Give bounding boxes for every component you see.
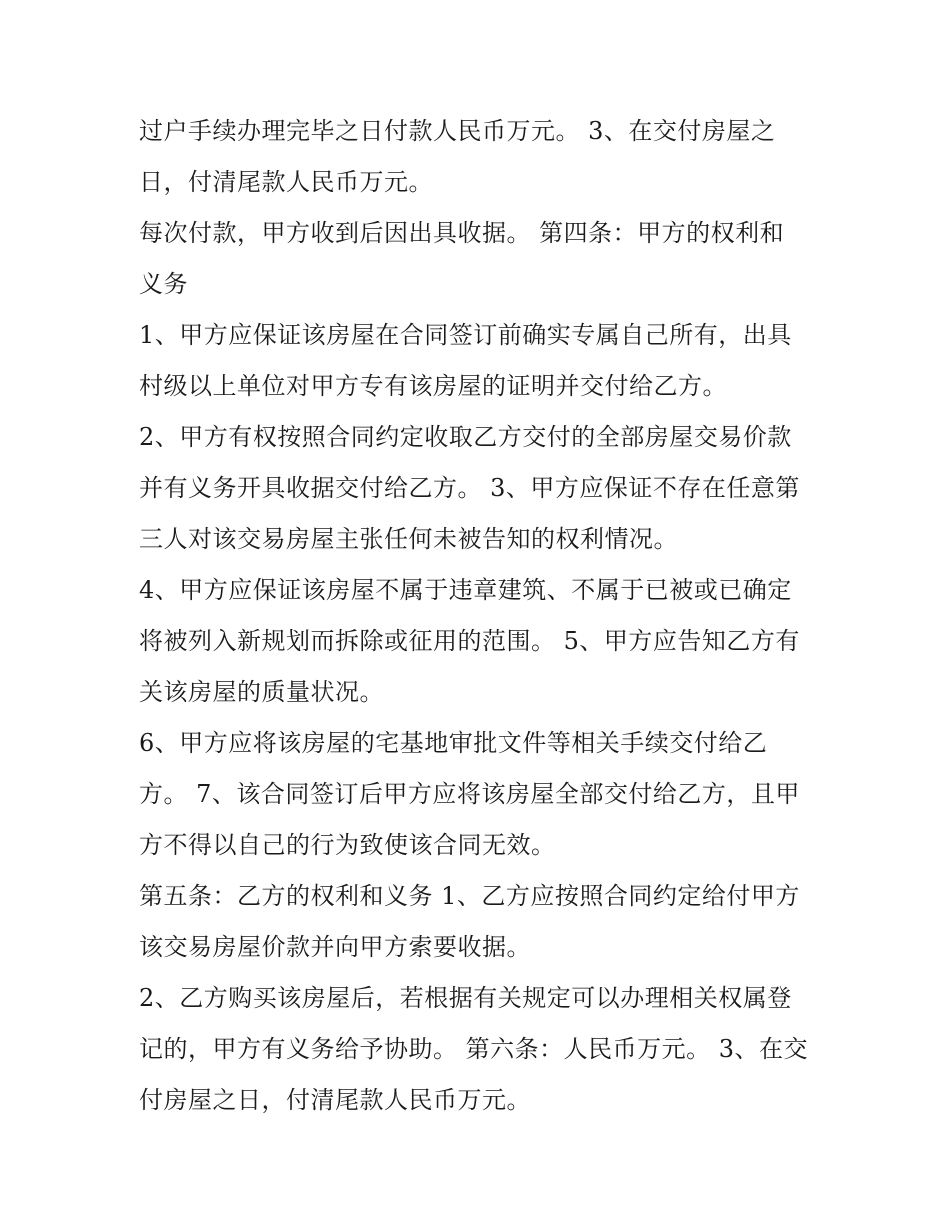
text-line: 将被列入新规划而拆除或征用的范围。 5、甲方应告知乙方有 <box>139 627 800 655</box>
contract-text <box>139 106 829 1126</box>
text-line: 2、乙方购买该房屋后，若根据有关规定可以办理相关权属登 <box>139 984 792 1012</box>
text-line: 三人对该交易房屋主张任何未被告知的权利情况。 <box>139 525 678 553</box>
text-line: 方不得以自己的行为致使该合同无效。 <box>139 831 556 859</box>
text-line: 2、甲方有权按照合同约定收取乙方交付的全部房屋交易价款 <box>139 423 792 451</box>
text-line: 该交易房屋价款并向甲方索要收据。 <box>139 933 531 961</box>
text-line: 义务 <box>139 270 188 298</box>
text-line: 关该房屋的质量状况。 <box>139 678 384 706</box>
text-line: 日，付清尾款人民币万元。 <box>139 168 433 196</box>
text-line: 过户手续办理完毕之日付款人民币万元。 3、在交付房屋之 <box>139 117 776 145</box>
text-line: 6、甲方应将该房屋的宅基地审批文件等相关手续交付给乙 <box>139 729 768 757</box>
text-line: 方。 7、该合同签订后甲方应将该房屋全部交付给乙方，且甲 <box>139 780 800 808</box>
text-line: 付房屋之日，付清尾款人民币万元。 <box>139 1086 531 1114</box>
text-line: 并有义务开具收据交付给乙方。 3、甲方应保证不存在任意第 <box>139 474 800 502</box>
text-line: 1、甲方应保证该房屋在合同签订前确实专属自己所有，出具 <box>139 321 792 349</box>
text-line: 每次付款，甲方收到后因出具收据。 第四条：甲方的权利和 <box>139 219 785 247</box>
text-line: 4、甲方应保证该房屋不属于违章建筑、不属于已被或已确定 <box>139 576 792 604</box>
text-line: 第五条：乙方的权利和义务 1、乙方应按照合同约定给付甲方 <box>139 882 800 910</box>
text-line: 记的，甲方有义务给予协助。 第六条：人民币万元。 3、在交 <box>139 1035 809 1063</box>
text-line: 村级以上单位对甲方专有该房屋的证明并交付给乙方。 <box>139 372 727 400</box>
